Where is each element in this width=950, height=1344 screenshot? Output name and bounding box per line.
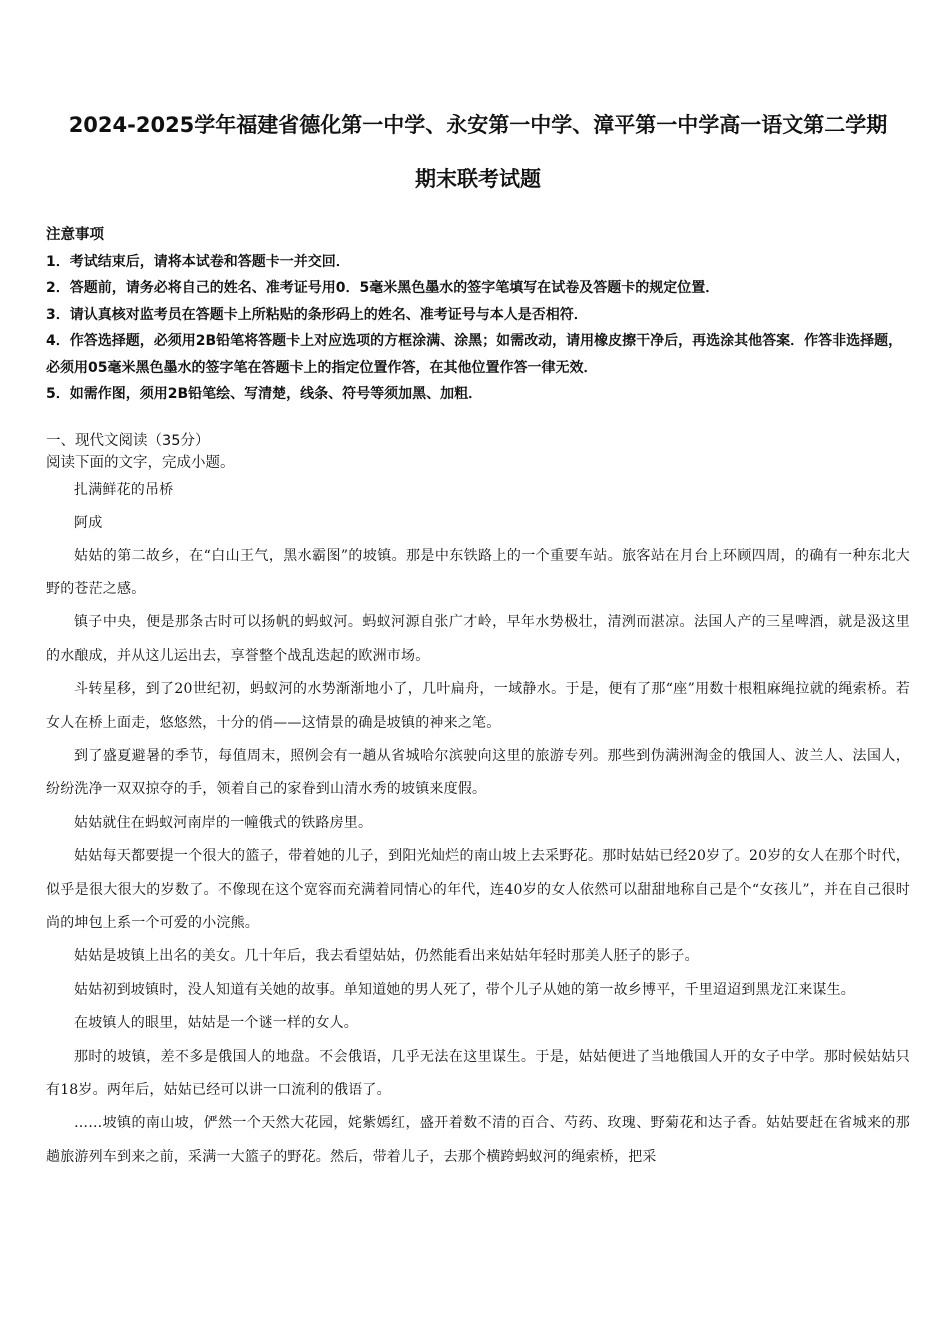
section-heading: 一、现代文阅读（35分） <box>46 432 210 449</box>
paragraph: 到了盛夏避暑的季节，每值周末，照例会有一趟从省城哈尔滨驶向这里的旅游专列。那些到伪满洲淘金的俄国人、波兰人、法国人，纷纷洗净一双双掠夺的手，领着自己的家眷到山清水秀的坡镇来度假。 <box>46 747 910 798</box>
title-line-2: 期末联考试题 <box>415 167 541 191</box>
note-item: 4．作答选择题，必须用2B铅笔将答题卡上对应选项的方框涂满、涂黑；如需改动，请用橡皮擦干净后，再选涂其他答案．作答非选择题，必须用05毫米黑色墨水的签字笔在答题卡上的指定位置作答，在其他位置作答一律无效． <box>46 333 903 376</box>
exam-title <box>46 0 910 206</box>
title-line-1: 2024-2025学年福建省德化第一中学、永安第一中学、漳平第一中学高一语文第二学期 <box>68 113 888 137</box>
paragraph: 斗转星移，到了20世纪初，蚂蚁河的水势渐渐地小了，几叶扁舟，一域静水。于是，便有了那“座”用数十根粗麻绳拉就的绳索桥。若女人在桥上面走，悠悠然，十分的俏——这情景的确是坡镇的神来之笔。 <box>46 681 910 731</box>
paragraph: 镇子中央，便是那条古时可以扬帆的蚂蚁河。蚂蚁河源自张广才岭，早年水势极壮，清洌而湛凉。法国人产的三星啤酒，就是汲这里的水酿成，并从这儿运出去，享誉整个战乱迭起的欧洲市场。 <box>46 614 910 664</box>
notes-heading: 注意事项 <box>46 227 104 243</box>
notes-block <box>46 222 910 408</box>
note-item: 1．考试结束后，请将本试卷和答题卡一并交回． <box>46 253 350 270</box>
paragraph: 姑姑是坡镇上出名的美女。几十年后，我去看望姑姑，仍然能看出来姑姑年轻时那美人胚子的影子。 <box>74 948 699 965</box>
story-author: 阿成 <box>74 514 103 531</box>
paragraph: 姑姑初到坡镇时，没人知道有关她的故事。单知道她的男人死了，带个儿子从她的第一故乡博平，千里迢迢到黑龙江来谋生。 <box>74 981 855 998</box>
note-item: 3．请认真核对监考员在答题卡上所粘贴的条形码上的姓名、准考证号与本人是否相符． <box>46 306 588 323</box>
note-item: 2．答题前，请务必将自己的姓名、准考证号用0．5毫米黑色墨水的签字笔填写在试卷及答题卡的规定位置． <box>46 280 720 296</box>
paragraph: 那时的坡镇，差不多是俄国人的地盘。不会俄语，几乎无法在这里谋生。于是，姑姑便进了当地俄国人开的女子中学。那时候姑姑只有18岁。两年后，姑姑已经可以讲一口流利的俄语了。 <box>46 1048 910 1098</box>
paragraph: 姑姑每天都要提一个很大的篮子，带着她的儿子，到阳光灿烂的南山坡上去采野花。那时姑姑已经20岁了。20岁的女人在那个时代，似乎是很大很大的岁数了。不像现在这个宽容而充满着同情心的年代，连40岁的女人依然可以甜甜地称自己是个“女孩儿”，并在自己很时尚的坤包上系一个可爱的小浣熊。 <box>46 848 910 931</box>
story-title: 扎满鲜花的吊桥 <box>74 481 174 498</box>
paragraph: ……坡镇的南山坡，俨然一个天然大花园，姹紫嫣红，盛开着数不清的百合、芍药、玫瑰、野菊花和达子香。姑姑要赶在省城来的那趟旅游列车到来之前，采满一大篮子的野花。然后，带着儿子，去那个横跨蚂蚁河的绳索桥，把采 <box>46 1115 910 1165</box>
note-item: 5．如需作图，须用2B铅笔绘、写清楚，线条、符号等须加黑、加粗． <box>46 386 483 402</box>
paragraph: 在坡镇人的眼里，姑姑是一个谜一样的女人。 <box>74 1015 358 1032</box>
paragraph: 姑姑就住在蚂蚁河南岸的一幢俄式的铁路房里。 <box>74 814 373 831</box>
reading-section <box>46 430 910 474</box>
reading-passage <box>46 474 910 1175</box>
paragraph: 姑姑的第二故乡，在“白山王气，黑水霸图”的坡镇。那是中东铁路上的一个重要车站。旅客站在月台上环顾四周，的确有一种东北大野的苍茫之感。 <box>46 547 910 597</box>
section-instruction: 阅读下面的文字，完成小题。 <box>46 454 235 471</box>
